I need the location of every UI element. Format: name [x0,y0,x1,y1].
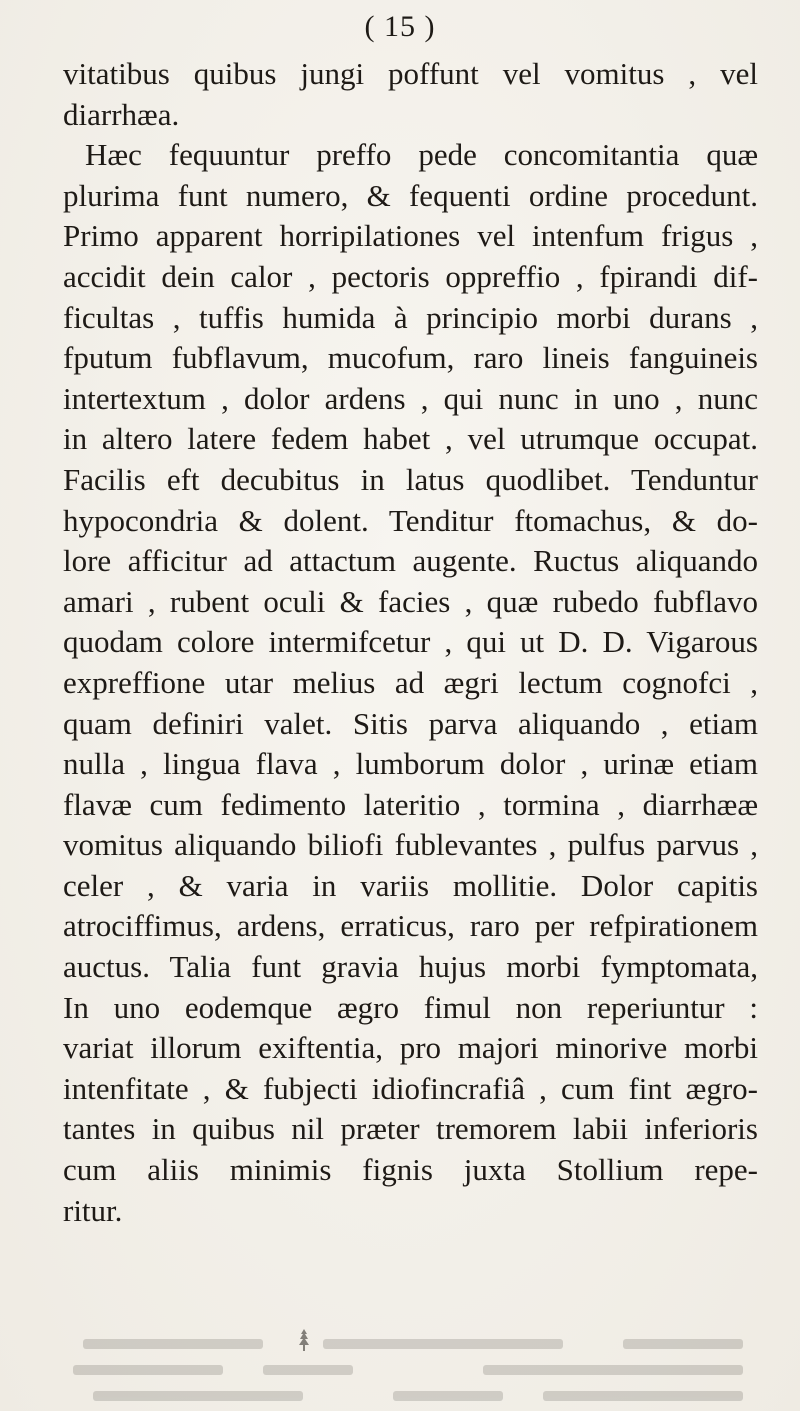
text-line: intertextum , dolor ardens , qui nunc in uno , nunc [63,380,758,416]
text-line: nulla , lingua flava , lumborum dolor , urinæ etiam [63,746,758,782]
text-line: plurima funt numero, & fequenti ordine procedunt. [63,177,758,213]
text-line: In uno eodemque ægro fimul non reperiuntur : [63,989,758,1025]
text-line: in altero latere fedem habet , vel utrumque occupat. [63,421,758,457]
text-line: ritur. [63,1192,123,1228]
text-line: quodam colore intermifcetur , qui ut D. D. Vigarous [63,624,758,660]
text-line: flavæ cum fedimento lateritio , tormina , diarrhææ [63,786,758,822]
show-through-bleed [63,1335,758,1405]
text-line: hypocondria & dolent. Tenditur ftomachus, & do- [63,502,758,538]
body-text [63,54,758,1231]
text-line: quam definiri valet. Sitis parva aliquando , etiam [63,705,758,741]
text-line: Primo apparent horripilationes vel intenfum frigus , [63,218,758,254]
text-line: accidit dein calor , pectoris oppreffio , fpirandi dif- [63,258,758,294]
text-line: expreffione utar melius ad ægri lectum cognofci , [63,664,758,700]
text-line: celer , & varia in variis mollitie. Dolor capitis [63,867,758,903]
text-line: ficultas , tuffis humida à principio morbi durans , [63,299,758,335]
text-line: variat illorum exiftentia, pro majori minorive morbi [63,1030,758,1066]
ornament-icon [296,1328,312,1352]
text-line: amari , rubent oculi & facies , quæ rubedo fubflavo [63,583,758,619]
text-line: auctus. Talia funt gravia hujus morbi fymptomata, [63,949,758,985]
text-line: intenfitate , & fubjecti idiofincrafiâ , cum fint ægro- [63,1070,758,1106]
text-line: vitatibus quibus jungi poffunt vel vomitus , vel [63,56,758,91]
text-line: Hæc fequuntur preffo pede concomitantia quæ [85,137,758,173]
text-line: Facilis eft decubitus in latus quodlibet. Tenduntur [63,461,758,497]
text-line: tantes in quibus nil præter tremorem labii inferioris [63,1111,758,1147]
text-line: diarrhæa. [63,96,180,132]
text-line: fputum fubflavum, mucofum, raro lineis fanguineis [63,340,758,376]
page-number: ( 15 ) [364,10,436,43]
text-line: vomitus aliquando biliofi fublevantes , pulfus parvus , [63,827,758,863]
text-line: atrociffimus, ardens, erraticus, raro per refpirationem [63,908,758,944]
text-line: cum aliis minimis fignis juxta Stollium repe- [63,1152,758,1188]
text-line: lore afficitur ad attactum augente. Ructus aliquando [63,543,758,579]
